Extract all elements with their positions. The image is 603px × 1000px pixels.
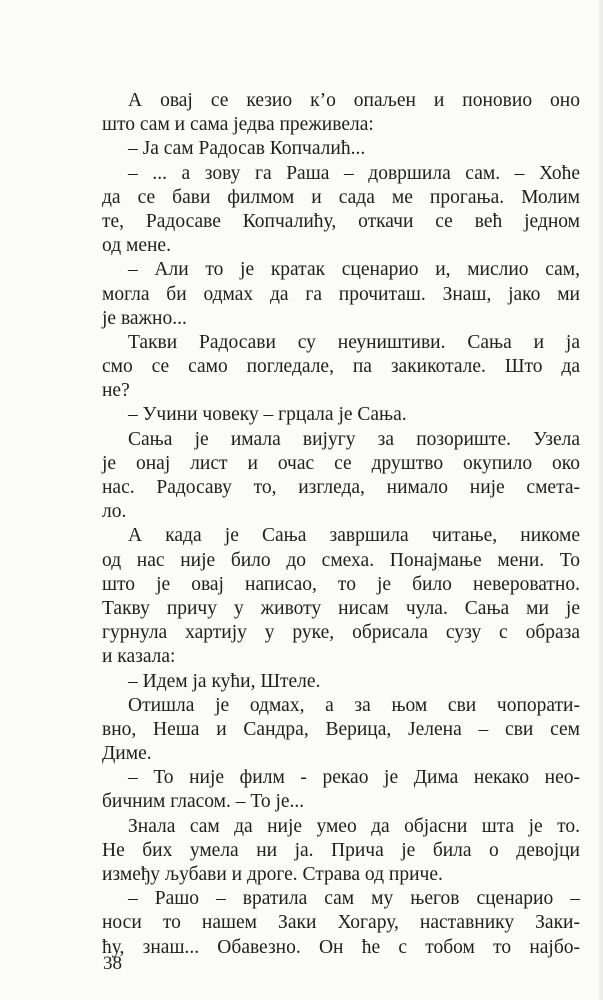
text-line: те, Радосаве Копчалићу, откачи се већ једном [102, 210, 580, 232]
text-line: гурнула хартију у руке, обрисала сузу с образа [102, 622, 580, 644]
text-line: од нас није било до смеха. Понајмање мени. То [102, 549, 580, 571]
text-line: – Учини човеку – грцала је Сања. [128, 404, 407, 426]
text-line: између љубави и дроге. Страва од приче. [102, 864, 443, 885]
text-line: смо се само погледале, па закикотале. Што да [102, 356, 580, 378]
text-line: од мене. [102, 235, 171, 257]
text-line: је важно... [102, 307, 187, 329]
text-line: – Али то је кратак сценарио и, мислио сам, [128, 259, 580, 281]
text-line: бичним гласом. – То је... [102, 791, 305, 813]
text-line: носи то нашем Заки Хогару, наставнику Заки- [102, 912, 580, 934]
text-line: ћу, знаш... Обавезно. Он ће с тобом то најбо- [102, 936, 580, 958]
text-line: што сам и сама једва преживела: [102, 114, 374, 136]
text-line: Диме. [102, 743, 152, 765]
text-line: Такву причу у животу нисам чула. Сања ми је [102, 597, 580, 619]
text-line: што је овај написао, то је било невероватно. [102, 573, 580, 595]
text-line: и казала: [102, 646, 176, 668]
text-line: Знала сам да није умео да објасни шта је то. [128, 815, 580, 837]
text-line: – Ја сам Радосав Копчалић... [128, 138, 366, 160]
text-line: Такви Радосави су неуништиви. Сања и ја [128, 331, 580, 353]
text-line: А овај се кезио к’о опаљен и поновио оно [128, 90, 580, 111]
page-edge-shadow [597, 0, 603, 1000]
text-line: А када је Сања завршила читање, никоме [128, 525, 580, 547]
text-line: – Идем ја кући, Штеле. [128, 670, 321, 692]
body-text [102, 89, 580, 960]
text-line: – ... а зову га Раша – довршила сам. – Хоће [128, 162, 580, 184]
text-line: вно, Неша и Сандра, Верица, Јелена – сви сем [102, 718, 580, 740]
text-line: да се бави филмом и сада ме прогања. Молим [102, 186, 580, 208]
text-line: ло. [102, 501, 127, 523]
text-line: могла би одмах да га прочиташ. Знаш, јако ми [102, 283, 580, 305]
page-number: 38 [103, 953, 122, 974]
text-line: Сања је имала вијугу за позориште. Узела [128, 428, 580, 450]
text-line: нас. Радосаву то, изгледа, нимало није смета- [102, 477, 580, 498]
text-line: – Рашо – вратила сам му његов сценарио – [128, 888, 580, 910]
text-line: Отишла је одмах, а за њом сви чопорати- [128, 694, 580, 716]
text-line: је онај лист и очас се друштво окупило око [102, 452, 580, 474]
text-line: Не бих умела ни ја. Прича је била о девојци [102, 839, 580, 861]
text-line: – То није филм - рекао је Дима некако нео- [128, 767, 580, 789]
text-line: не? [102, 380, 130, 402]
